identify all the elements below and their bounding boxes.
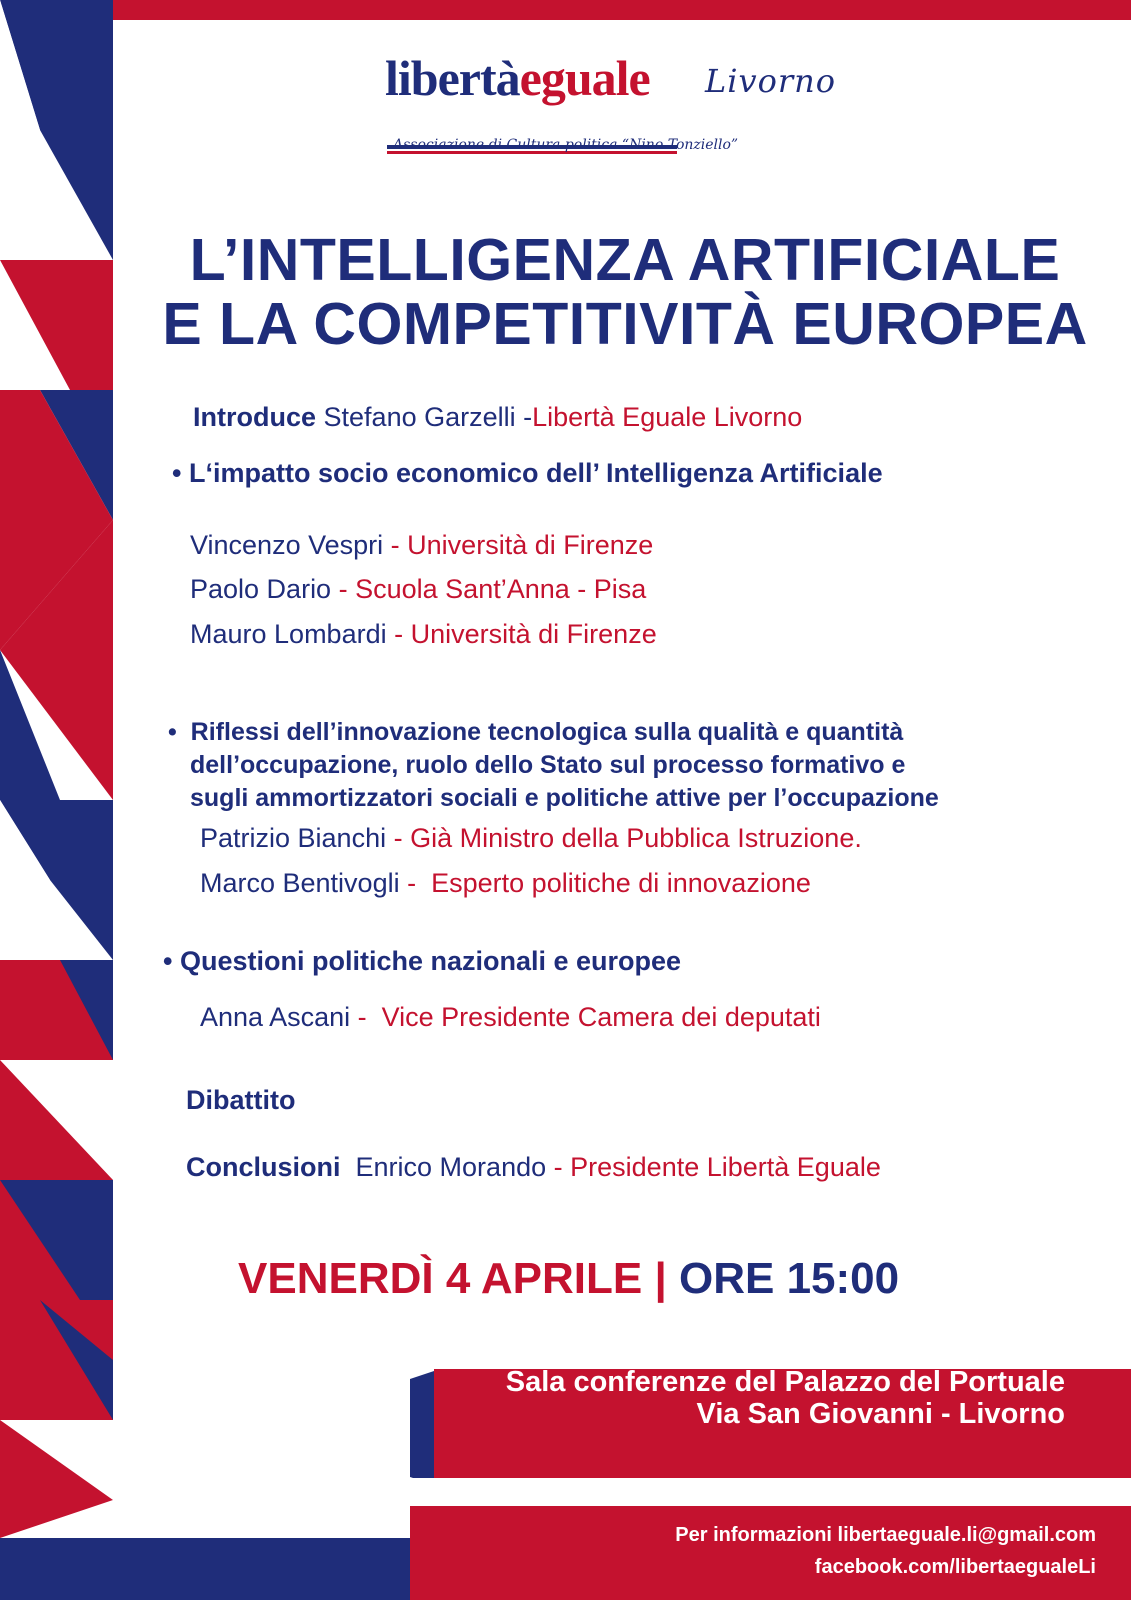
- venue: [435, 1366, 1065, 1430]
- speaker-affiliation: Vice Presidente Camera dei deputati: [381, 1002, 821, 1032]
- speaker-affiliation: Università di Firenze: [410, 619, 657, 649]
- speaker-row: [200, 868, 811, 899]
- section-3-heading-text: Questioni politiche nazionali e europee: [179, 946, 682, 976]
- conclusion-affiliation: Presidente Libertà Eguale: [570, 1152, 881, 1182]
- section-2-heading-line-3: sugli ammortizzatori sociali e politiche attive per l’occupazione: [190, 784, 939, 812]
- section-2-heading-line-2: dell’occupazione, ruolo dello Stato sul processo formativo e: [190, 751, 906, 779]
- speaker-affiliation: Già Ministro della Pubblica Istruzione.: [410, 823, 862, 853]
- contact-facebook: facebook.com/libertaegualeLi: [814, 1556, 1096, 1578]
- speaker-separator: -: [393, 823, 403, 853]
- intro-line: [193, 402, 802, 433]
- intro-label: Introduce: [193, 402, 317, 432]
- speaker-affiliation: Università di Firenze: [407, 530, 654, 560]
- logo-subtitle: Associazione di Cultura politica “Nino Tonziello”: [393, 137, 739, 153]
- event-time: ORE 15:00: [679, 1254, 900, 1303]
- logo-brand-part2: eguale: [519, 50, 650, 106]
- speaker-row: [200, 1002, 821, 1033]
- speaker-affiliation: Esperto politiche di innovazione: [431, 868, 811, 898]
- logo-brand-part1: libertà: [385, 50, 520, 106]
- conclusion-label: Conclusioni: [186, 1152, 341, 1182]
- intro-affiliation: Libertà Eguale Livorno: [532, 402, 803, 432]
- speaker-name: Anna Ascani: [200, 1002, 351, 1032]
- speaker-name: Vincenzo Vespri: [190, 530, 384, 560]
- speaker-separator: -: [390, 530, 400, 560]
- bullet: •: [168, 718, 177, 746]
- event-date: VENERDÌ 4 APRILE: [238, 1254, 643, 1303]
- title-line-1: L’INTELLIGENZA ARTIFICIALE: [189, 227, 1061, 293]
- left-geometric-pattern: [0, 0, 113, 1600]
- speaker-row: [190, 530, 653, 561]
- contact-email: Per informazioni libertaeguale.li@gmail.com: [675, 1524, 1096, 1546]
- speaker-name: Marco Bentivogli: [200, 868, 400, 898]
- speaker-name: Patrizio Bianchi: [200, 823, 387, 853]
- speaker-separator: -: [394, 619, 404, 649]
- footer-blue-band: [0, 1538, 420, 1600]
- speaker-affiliation: Scuola Sant’Anna - Pisa: [355, 574, 647, 604]
- event-datetime: [238, 1254, 899, 1304]
- conclusion-name: Enrico Morando: [355, 1152, 547, 1182]
- top-red-bar: [113, 0, 1131, 20]
- intro-name: Stefano Garzelli -: [323, 402, 533, 432]
- contact-info: [600, 1519, 1096, 1583]
- debate-label: Dibattito: [186, 1085, 296, 1115]
- section-1-heading: [172, 458, 883, 489]
- speaker-name: Mauro Lombardi: [190, 619, 387, 649]
- section-1-heading-text: L‘impatto socio economico dell’ Intelligenza Artificiale: [188, 458, 883, 488]
- section-2-heading: [168, 716, 939, 815]
- section-3-heading: [163, 946, 681, 977]
- speaker-separator: -: [407, 868, 417, 898]
- page-title: [145, 228, 1105, 356]
- bullet: •: [163, 946, 173, 976]
- speaker-separator: -: [357, 1002, 367, 1032]
- section-2-heading-line-1: • Riflessi dell’innovazione tecnologica sulla qualità e quantità: [168, 718, 904, 746]
- speaker-row: [190, 574, 646, 605]
- speaker-separator: -: [338, 574, 348, 604]
- logo-brand: [385, 48, 650, 108]
- speaker-name: Paolo Dario: [190, 574, 332, 604]
- venue-line-1: Sala conferenze del Palazzo del Portuale: [505, 1366, 1065, 1398]
- event-divider: |: [654, 1254, 667, 1303]
- logo-city: Livorno: [705, 62, 836, 100]
- title-line-2: E LA COMPETITIVITÀ EUROPEA: [162, 291, 1088, 357]
- conclusion-separator: -: [553, 1152, 563, 1182]
- conclusion-line: [186, 1152, 881, 1183]
- speaker-row: [190, 619, 657, 650]
- bullet: •: [172, 458, 182, 488]
- speaker-row: [200, 823, 862, 854]
- venue-line-2: Via San Giovanni - Livorno: [696, 1398, 1065, 1430]
